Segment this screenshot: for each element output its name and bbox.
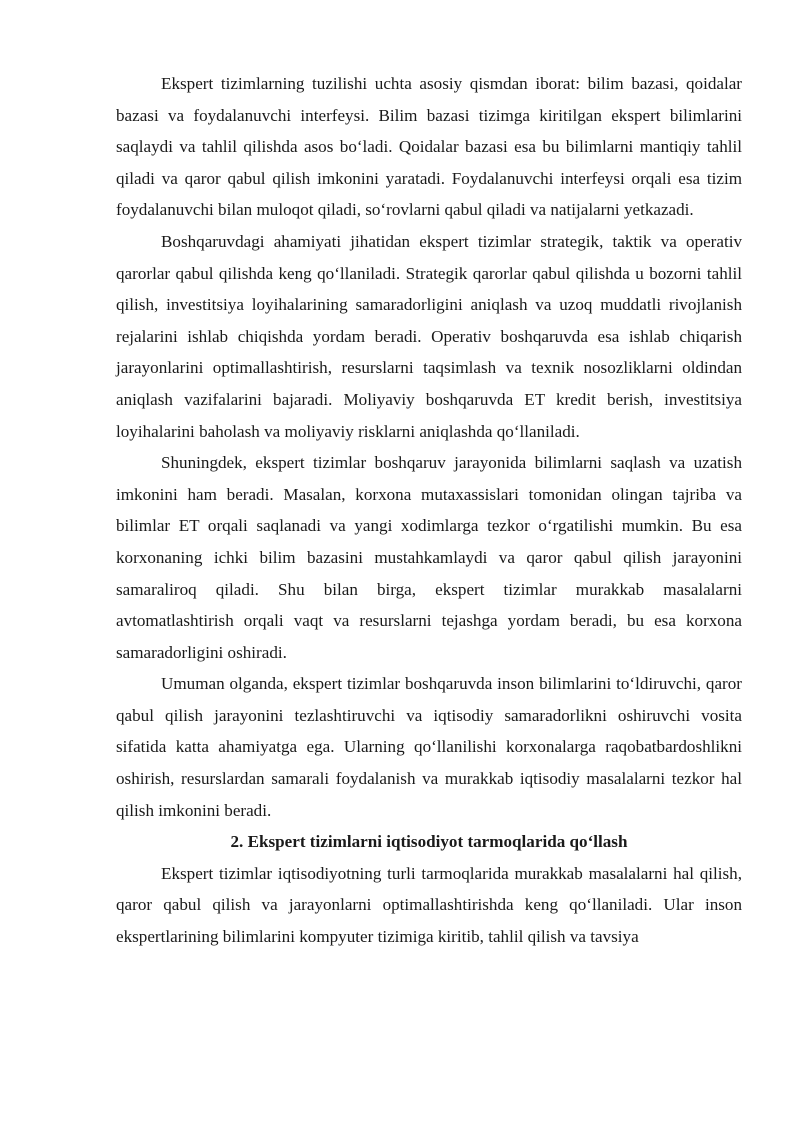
section-heading: 2. Ekspert tizimlarni iqtisodiyot tarmoqlarida qo‘llash <box>230 832 628 852</box>
paragraph-knowledge-transfer: Shuningdek, ekspert tizimlar boshqaruv jarayonida bilimlarni saqlash va uzatish imkonini ham beradi. Masalan, korxona mutaxassislari tomonidan olingan tajriba va bilimlar ET orqali saqlanadi va yangi xodimlarga tezkor o‘rgatilishi mumkin. Bu esa korxonaning ichki bilim bazasini mustahkamlaydi va qaror qabul qilish jarayonini samaraliroq qiladi. Shu bilan birga, ekspert tizimlar murakkab masalalarni avtomatlashtirish orqali vaqt va resurslarni tejashga yordam beradi, bu esa korxona samaradorligini oshiradi. <box>116 453 742 662</box>
document-page <box>116 68 742 953</box>
paragraph-conclusion: Umuman olganda, ekspert tizimlar boshqaruvda inson bilimlarini to‘ldiruvchi, qaror qabul qilish jarayonini tezlashtiruvchi va iqtisodiy samaradorlikni oshiruvchi vosita sifatida katta ahamiyatga ega. Ularning qo‘llanilishi korxonalarga raqobatbardoshlikni oshirish, resurslardan samarali foydalanish va murakkab iqtisodiy masalalarni tezkor hal qilish imkonini beradi. <box>116 674 742 820</box>
paragraph-economic-sectors: Ekspert tizimlar iqtisodiyotning turli tarmoqlarida murakkab masalalarni hal qilish, qaror qabul qilish va jarayonlarni optimallashtirishda keng qo‘llaniladi. Ular inson ekspertlarining bilimlarini kompyuter tizimiga kiritib, tahlil qilish va tavsiya <box>116 863 742 947</box>
paragraph-management-importance: Boshqaruvdagi ahamiyati jihatidan ekspert tizimlar strategik, taktik va operativ qarorlar qabul qilishda keng qo‘llaniladi. Strategik qarorlar qabul qilishda u bozorni tahlil qilish, investitsiya loyihalarining samaradorligini aniqlash va uzoq muddatli rivojlanish rejalarini ishlab chiqishda yordam beradi. Operativ boshqaruvda esa ishlab chiqarish jarayonlarini optimallashtirish, resurslarni taqsimlash va texnik nosozliklarni oldindan aniqlash vazifalarini bajaradi. Moliyaviy boshqaruvda ET kredit berish, investitsiya loyihalarini baholash va moliyaviy risklarni aniqlashda qo‘llaniladi. <box>116 231 742 441</box>
paragraph-expert-system-structure: Ekspert tizimlarning tuzilishi uchta asosiy qismdan iborat: bilim bazasi, qoidalar bazasi va foydalanuvchi interfeysi. Bilim bazasi tizimga kiritilgan ekspert bilimlarini saqlaydi va tahlil qilishda asos bo‘ladi. Qoidalar bazasi esa bu bilimlarni mantiqiy tahlil qiladi va qaror qabul qilish imkonini yaratadi. Foydalanuvchi interfeysi orqali esa tizim foydalanuvchi bilan muloqot qiladi, so‘rovlarni qabul qiladi va natijalarni yetkazadi. <box>116 74 742 220</box>
